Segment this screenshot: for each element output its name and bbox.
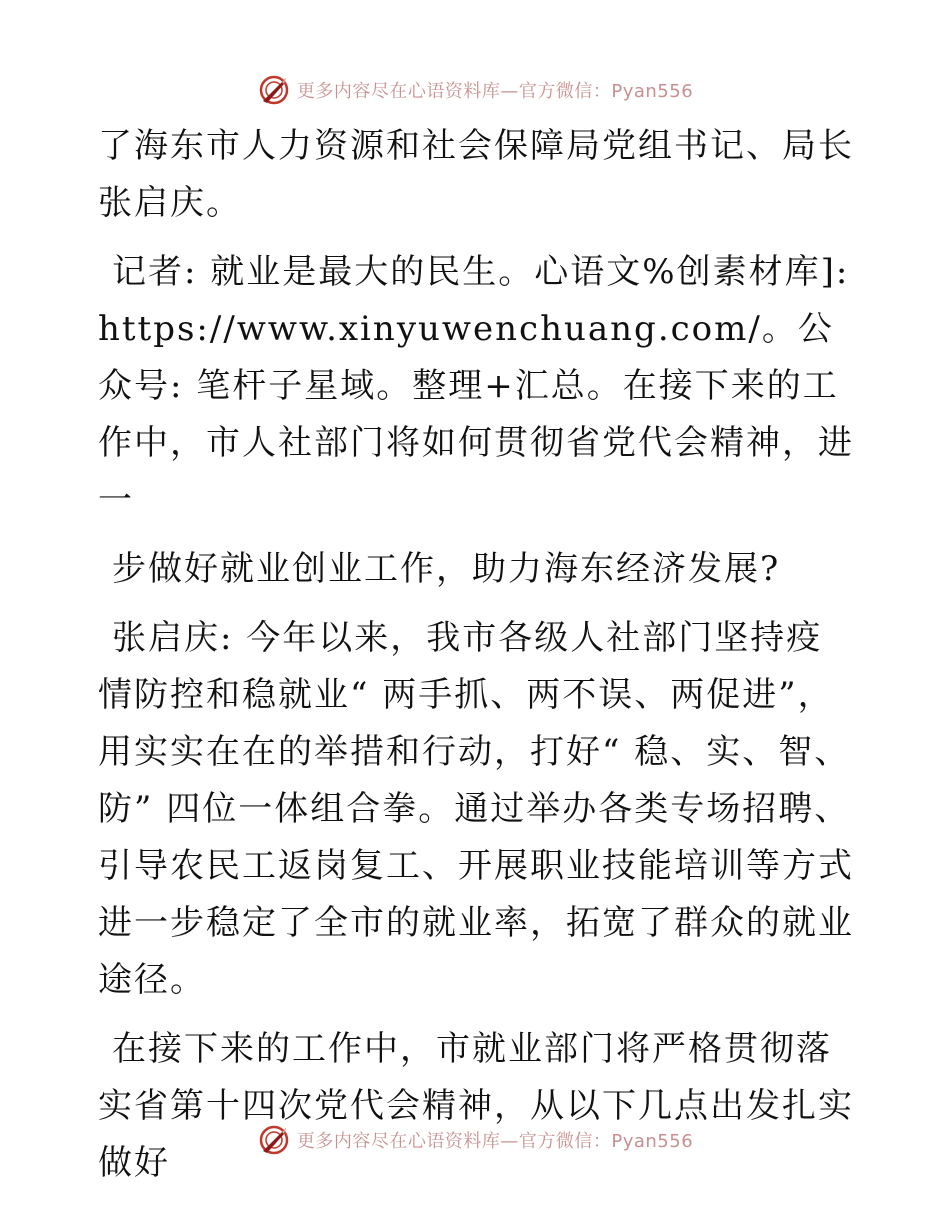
paragraph-4: 张启庆: 今年以来，我市各级人社部门坚持疫情防控和稳就业“ 两手抓、两不误、两促进”，用实实在在的举措和行动，打好“ 稳、实、智、防” 四位一体组合拳。通过举办各类专场招聘、引导农民工返岗复工、开展职业技能培训等方式进一步稳定了全市的就业率，拓宽了群众的就业途径。 xyxy=(98,618,854,1000)
paragraph-2: 记者: 就业是最大的民生。心语文%创素材库]: https://www.xinyuwenchuang.com/。公众号: 笔杆子星域。整理+汇总。在接下来的工作中，市人社部门将如何贯彻省党代会精神，进一 xyxy=(98,252,854,520)
header-watermark xyxy=(0,70,950,110)
footer-watermark xyxy=(0,1120,950,1160)
watermark-text: 更多内容尽在心语资料库—官方微信：Pyan556 xyxy=(296,81,694,102)
paragraph-1: 了海东市人力资源和社会保障局党组书记、局长张启庆。 xyxy=(98,126,854,223)
document-body xyxy=(98,118,858,1204)
watermark-text: 更多内容尽在心语资料库—官方微信：Pyan556 xyxy=(296,1131,694,1152)
paragraph-3: 步做好就业创业工作，助力海东经济发展? xyxy=(112,549,781,589)
paragraph-5: 在接下来的工作中，市就业部门将严格贯彻落实省第十四次党代会精神，从以下几点出发扎实做好 xyxy=(98,1029,854,1183)
pen-logo-icon xyxy=(257,73,291,107)
pen-logo-icon xyxy=(257,1123,291,1157)
